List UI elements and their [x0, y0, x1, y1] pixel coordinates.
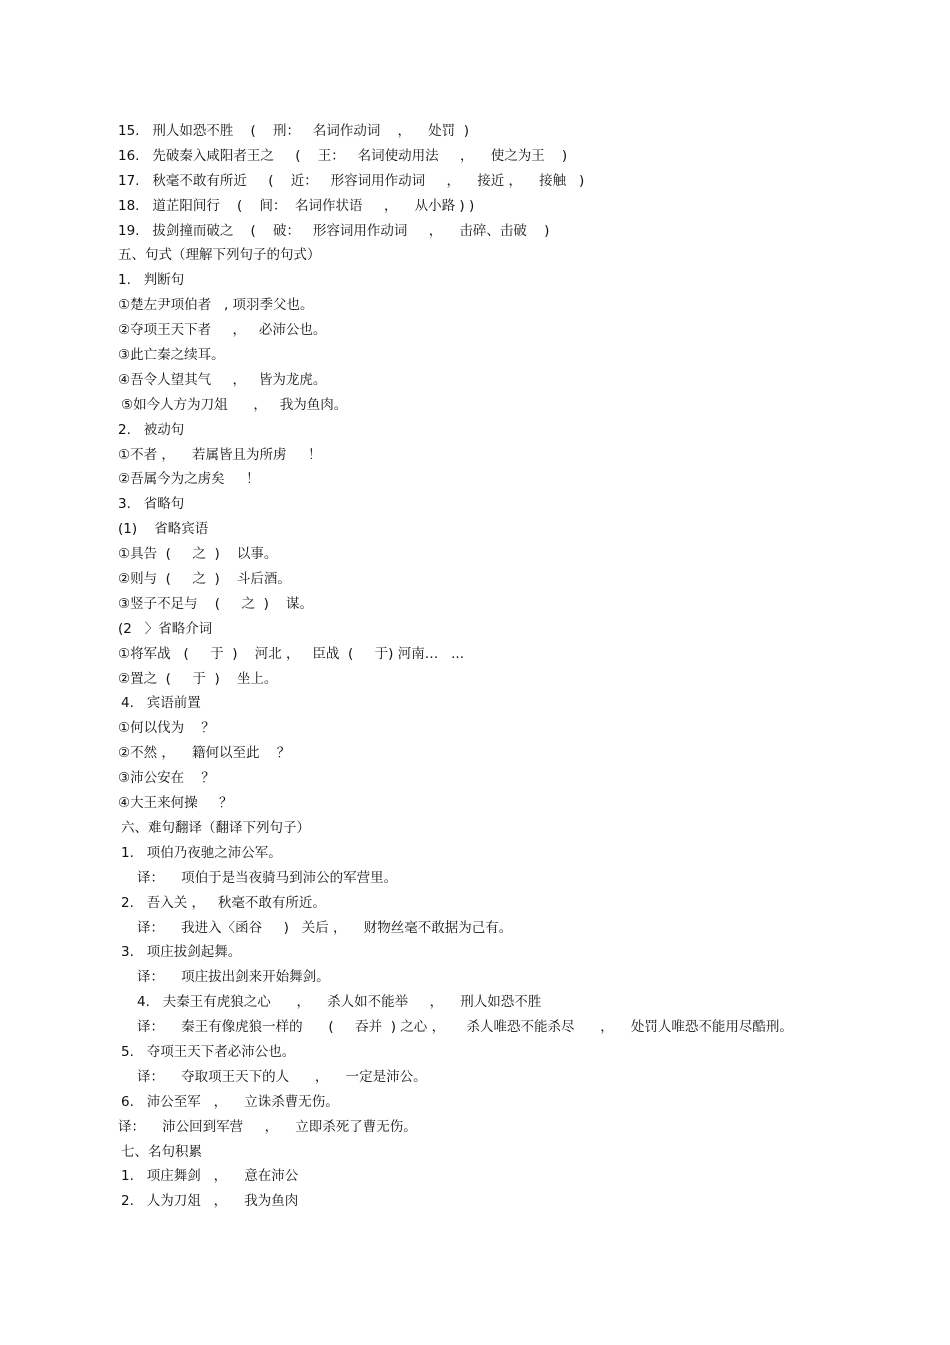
text-line: ①楚左尹项伯者 , 项羽季父也。: [118, 297, 314, 314]
text-line: 译： 我进入〈函谷 ) 关后 ， 财物丝毫不敢据为己有。: [137, 919, 513, 936]
text-line: ②夺项王天下者 ， 必沛公也。: [118, 322, 327, 339]
text-line: 3. 省略句: [118, 496, 185, 513]
text-line: ③沛公安在 ？: [118, 770, 215, 787]
text-line: ①将军战 ( 于 ) 河北 ， 臣战 ( 于) 河南… ...: [118, 645, 464, 662]
text-line: ③此亡秦之续耳。: [118, 347, 225, 364]
text-line: ④大王来何操 ？: [118, 795, 233, 812]
text-line: 2. 人为刀俎 ， 我为鱼肉: [121, 1193, 299, 1210]
text-line: (2 〉省略介词: [118, 620, 213, 637]
text-line: 2. 吾入关 ， 秋毫不敢有所近。: [121, 894, 326, 911]
text-line: 译： 项庄拔出剑来开始舞剑。: [137, 969, 330, 986]
text-line: ①何以伐为 ？: [118, 720, 215, 737]
text-line: ②则与 ( 之 ) 斗后酒。: [118, 571, 291, 588]
text-line: 七、名句积累: [121, 1143, 202, 1160]
text-line: 五、句式（理解下列句子的句式）: [118, 247, 321, 264]
document-body: [0, 119, 950, 1214]
text-line: (1) 省略宾语: [118, 521, 209, 538]
text-line: ⑤如今人方为刀俎 ， 我为鱼肉。: [121, 396, 348, 413]
text-line: 译： 夺取项王天下的人 ， 一定是沛公。: [137, 1068, 427, 1085]
text-line: 六、难句翻译（翻译下列句子）: [121, 819, 310, 836]
text-line: 5. 夺项王天下者必沛公也。: [121, 1043, 296, 1060]
text-line: 15. 刑人如恐不胜 ( 刑： 名词作动词 ， 处罚 ): [118, 123, 469, 139]
text-line: 译： 沛公回到军营 ， 立即杀死了曹无伤。: [118, 1118, 417, 1135]
text-line: 16. 先破秦入咸阳者王之 ( 王： 名词使动用法 ， 使之为王 ): [118, 147, 568, 164]
text-line: ①具告 ( 之 ) 以事。: [118, 546, 278, 563]
text-line: 17. 秋毫不敢有所近 ( 近： 形容词用作动词 ， 接近 ， 接触 ): [118, 172, 585, 189]
text-line: ③竖子不足与 ( 之 ) 谋。: [118, 595, 314, 612]
text-line: ②置之 ( 于 ) 坐上。: [118, 670, 278, 687]
text-line: 译： 秦王有像虎狼一样的 ( 吞并 ) 之心 ， 杀人唯恐不能杀尽 ， 处罚人唯恐不能用尽酷刑。: [137, 1019, 793, 1036]
text-line: 3. 项庄拔剑起舞。: [121, 944, 242, 961]
text-line: ①不者 ， 若属皆且为所虏 ！: [118, 446, 322, 463]
text-line: 18. 道芷阳间行 ( 间： 名词作状语 ， 从小路 ) ): [118, 197, 475, 214]
text-line: 2. 被动句: [118, 421, 185, 438]
text-line: ④吾令人望其气 ， 皆为龙虎。: [118, 371, 327, 388]
text-line: 译： 项伯于是当夜骑马到沛公的军营里。: [137, 869, 398, 886]
text-line: 6. 沛公至军 ， 立诛杀曹无伤。: [121, 1093, 339, 1110]
text-line: 1. 项庄舞剑 ， 意在沛公: [121, 1168, 299, 1185]
text-line: 4. 夫秦王有虎狼之心 ， 杀人如不能举 ， 刑人如恐不胜: [137, 994, 542, 1011]
text-line: 4. 宾语前置: [121, 695, 201, 712]
text-line: ②不然 ， 籍何以至此 ？: [118, 745, 291, 762]
text-line: 1. 判断句: [118, 272, 185, 289]
text-line: 19. 拔剑撞而破之 ( 破： 形容词用作动词 ， 击碎、击破 ): [118, 222, 550, 239]
text-line: 1. 项伯乃夜驰之沛公军。: [121, 844, 282, 861]
text-line: ②吾属今为之虏矣 ！: [118, 471, 260, 488]
